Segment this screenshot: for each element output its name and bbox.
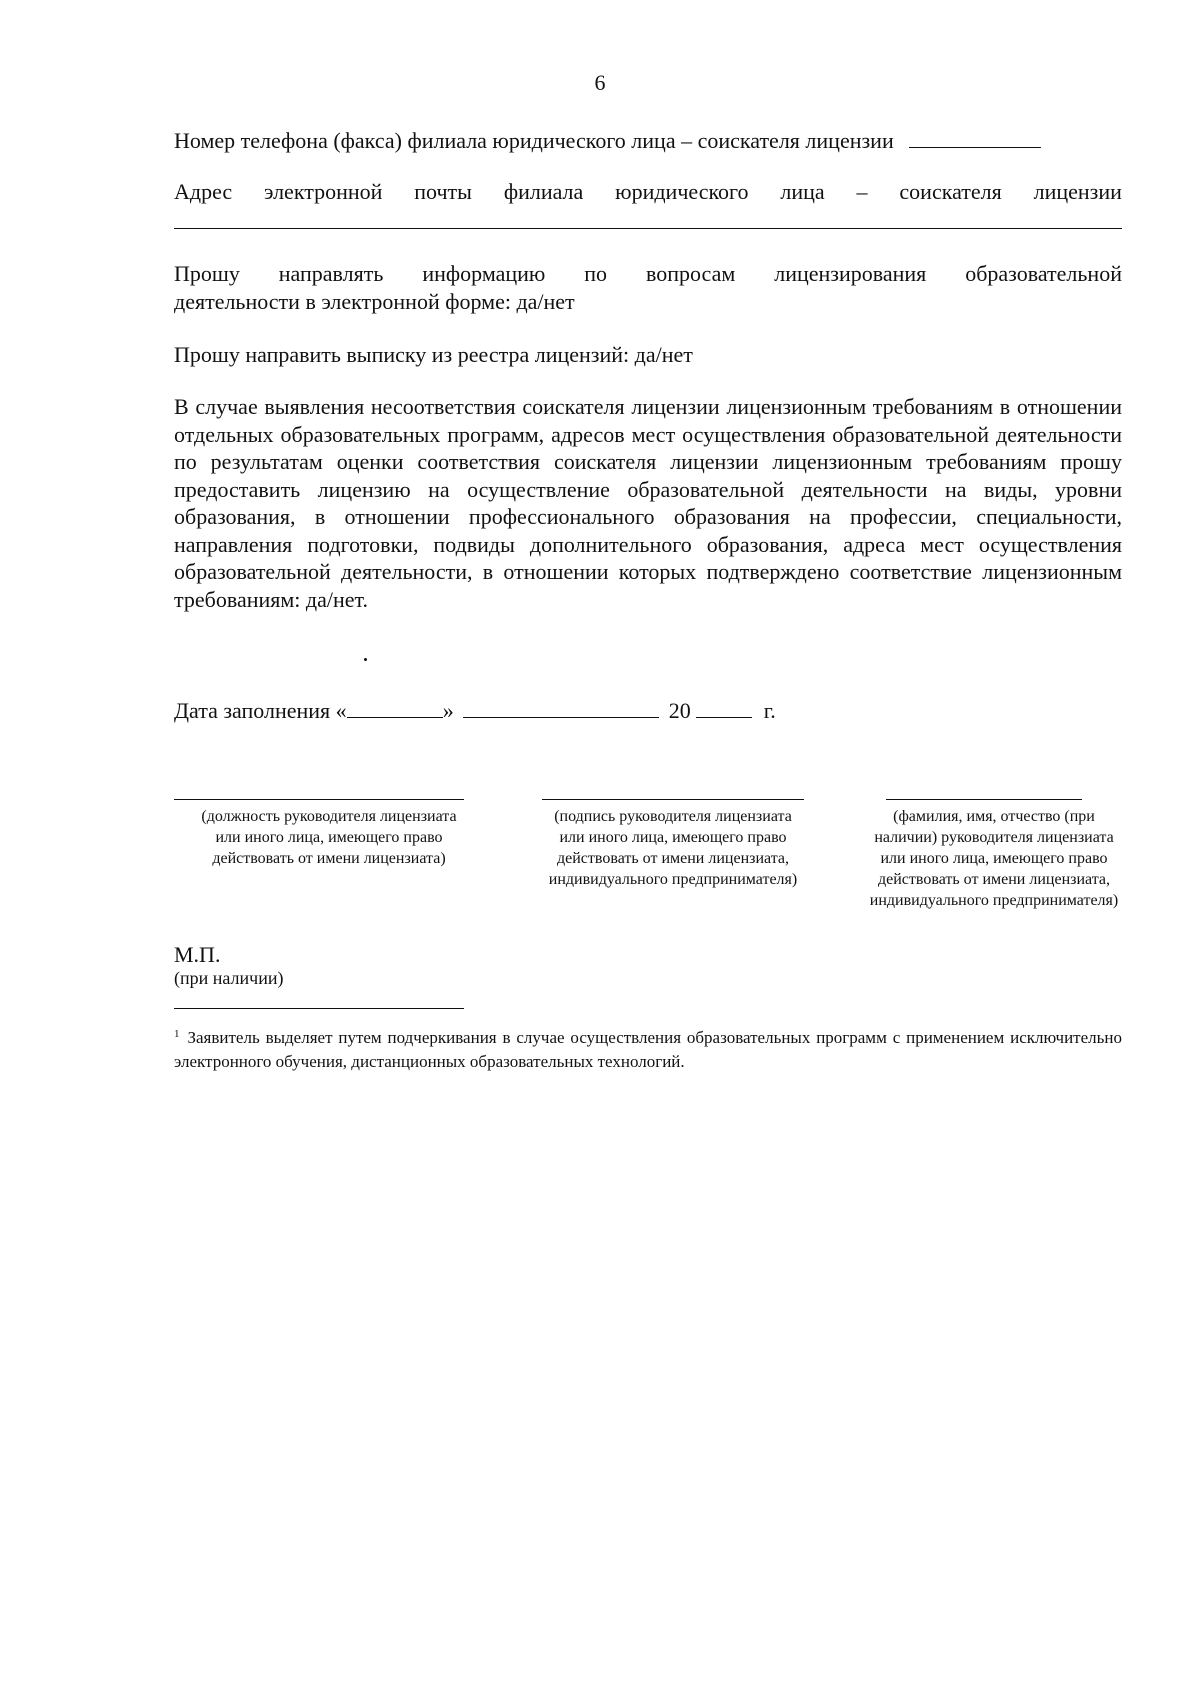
caption-line: (подпись руководителя лицензиата [554,808,792,825]
footnote-marker: 1 [174,1028,180,1040]
page-number: 6 [594,70,606,95]
request-info-word: лицензирования [774,261,927,286]
request-info-line-1 [174,260,1122,288]
request-info-line-2: деятельности в электронной форме: да/нет [174,289,575,314]
signature-caption [520,806,826,890]
date-fill-label: Дата заполнения « [174,698,347,723]
email-field-word: соискателя [899,179,1002,204]
date-close-quote: » [442,698,454,723]
caption-line: или иного лица, имеющего право [215,829,443,846]
stamp-label: М.П. [174,942,221,967]
request-info-word: информацию [422,261,546,286]
email-field-line [174,178,1122,206]
position-signature-line[interactable] [174,799,464,800]
caption-line: индивидуального предпринимателя) [548,871,798,888]
caption-line: действовать от имени лицензиата, [557,850,789,867]
stray-dot [364,658,367,661]
email-field-word: почты [414,179,472,204]
date-month-blank[interactable] [463,697,659,718]
date-fill-line [174,697,1122,725]
caption-line: действовать от имени лицензиата, [878,871,1110,888]
position-caption [174,806,484,869]
full-name-signature-line[interactable] [886,799,1082,800]
phone-field-label: Номер телефона (факса) филиала юридического лица – соискателя лицензии [174,128,894,153]
mismatch-paragraph: В случае выявления несоответствия соискателя лицензии лицензионным требованиям в отношении отдельных образовательных программ, адресов мест осуществления образовательной деятельности по результатам оценки соответствия соискателя лицензии лицензионным требованиям прошу предоставить лицензию на осуществление образовательной деятельности на виды, уровни образования, в отношении профессионального образования на профессии, специальности, направления подготовки, подвиды дополнительного образования, адреса мест осуществления образовательной деятельности, в отношении которых подтверждено соответствие лицензионным требованиям: да/нет. [174,394,1122,612]
request-info-word: вопросам [646,261,736,286]
date-day-blank[interactable] [347,697,443,718]
email-field-blank[interactable] [174,228,1122,229]
caption-line: индивидуального предпринимателя) [869,892,1119,909]
stamp-note: (при наличии) [174,968,284,988]
request-info-word: направлять [278,261,384,286]
caption-line: наличии) руководителя лицензиата [874,829,1114,846]
footnote [174,1022,1122,1074]
email-field-word: Адрес [174,179,233,204]
date-century: 20 [668,698,691,723]
request-info-word: образовательной [965,261,1122,286]
caption-line: или иного лица, имеющего право [559,829,787,846]
caption-line: (должность руководителя лицензиата [201,808,457,825]
email-field-word: юридического [615,179,749,204]
footnote-rule [174,1008,464,1009]
caption-line: действовать от имени лицензиата) [212,850,446,867]
email-field-word: лицензии [1033,179,1122,204]
signature-line[interactable] [542,799,804,800]
date-year-blank[interactable] [696,697,752,718]
caption-line: или иного лица, имеющего право [880,850,1108,867]
phone-field-line [174,127,1122,155]
email-field-word: – [856,179,868,204]
email-field-word: филиала [503,179,584,204]
phone-field-blank[interactable] [909,127,1041,148]
footnote-text: Заявитель выделяет путем подчеркивания в случае осуществления образовательных программ с применением исключительно электронного обучения, дистанционных образовательных технологий. [174,1028,1122,1071]
email-field-word: электронной [264,179,383,204]
request-info-word: по [584,261,608,286]
request-info-word: Прошу [174,261,240,286]
date-year-suffix: г. [763,698,776,723]
email-field-word: лица [780,179,825,204]
caption-line: (фамилия, имя, отчество (при [893,808,1095,825]
full-name-caption [856,806,1132,911]
request-extract-line: Прошу направить выписку из реестра лицензий: да/нет [174,342,693,367]
